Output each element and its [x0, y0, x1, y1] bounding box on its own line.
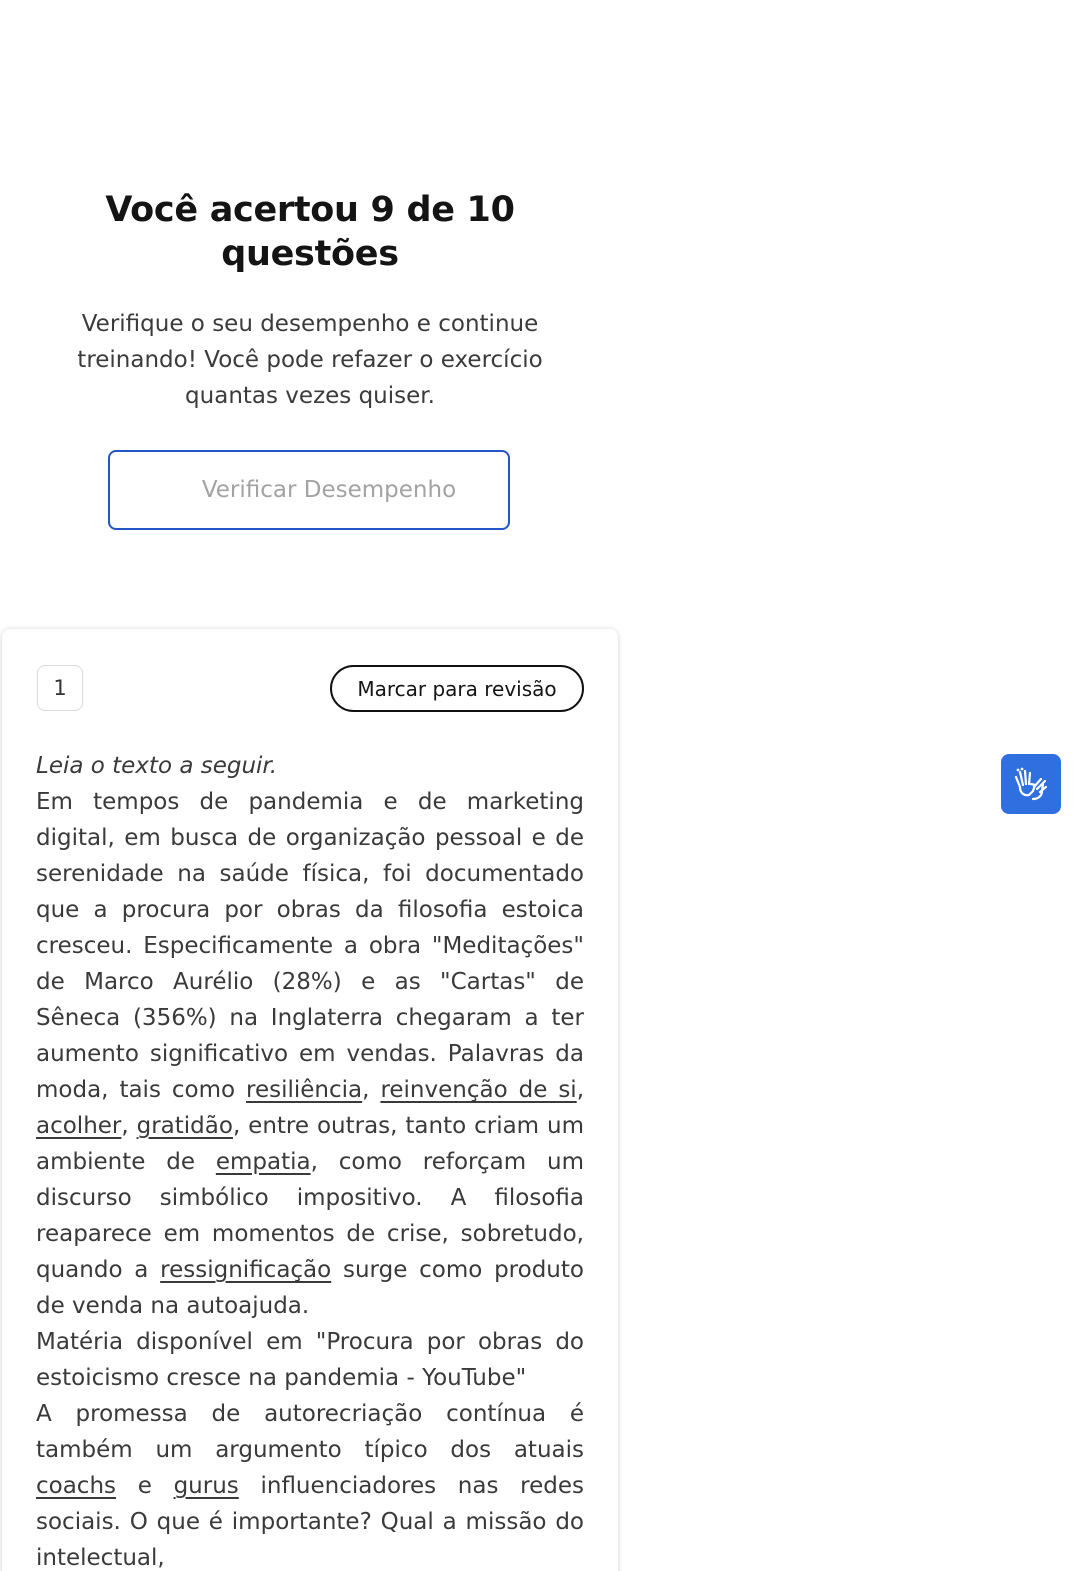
keyword-ressignificacao: ressignificação: [160, 1257, 332, 1283]
keyword-gratidao: gratidão: [136, 1113, 233, 1139]
keyword-resiliencia: resiliência: [246, 1077, 363, 1103]
question-paragraph-1: Em tempos de pandemia e de marketing digital, em busca de organização pessoal e de serenidade na saúde física, foi documentado que a procura por obras da filosofia estoica cresceu. Especificamente a obra "Meditações" de Marco Aurélio (28%) e as "Cartas" de Sêneca (356%) na Inglaterra chegaram a ter aumento significativo em vendas. Palavras da moda, tais como resiliência, reinvenção de si, acolher, gratidão, entre outras, tanto criam um ambiente de empatia, como reforçam um discurso simbólico impositivo. A filosofia reaparece em momentos de crise, sobretudo, quando a ressignificação surge como produto de venda na autoajuda.: [36, 789, 585, 1319]
sign-language-hands-icon: [1012, 765, 1050, 803]
keyword-coachs: coachs: [36, 1473, 117, 1499]
question-intro: Leia o texto a seguir.: [36, 753, 278, 779]
question-card: [2, 629, 618, 1571]
keyword-acolher: acolher: [36, 1113, 122, 1139]
question-number: 1: [37, 665, 83, 711]
keyword-gurus: gurus: [173, 1473, 239, 1499]
question-paragraph-2: Matéria disponível em "Procura por obras do estoicismo cresce na pandemia - YouTube": [36, 1329, 584, 1391]
verify-performance-button[interactable]: Verificar Desempenho: [108, 450, 510, 530]
result-description: Verifique o seu desempenho e continue treinando! Você pode refazer o exercício quantas vezes quiser.: [77, 311, 543, 409]
result-summary: [60, 188, 560, 414]
question-text: [36, 748, 584, 1571]
keyword-empatia: empatia: [215, 1149, 311, 1175]
mark-for-review-button[interactable]: Marcar para revisão: [330, 665, 584, 712]
sign-language-button[interactable]: [1001, 754, 1061, 814]
keyword-reinvencao: reinvenção de si: [380, 1077, 577, 1103]
question-paragraph-3: A promessa de autorecriação contínua é também um argumento típico dos atuais coachs e gurus influenciadores nas redes sociais. O que é importante? Qual a missão do intelectual,: [36, 1401, 584, 1571]
result-title: Você acertou 9 de 10 questões: [105, 190, 515, 274]
